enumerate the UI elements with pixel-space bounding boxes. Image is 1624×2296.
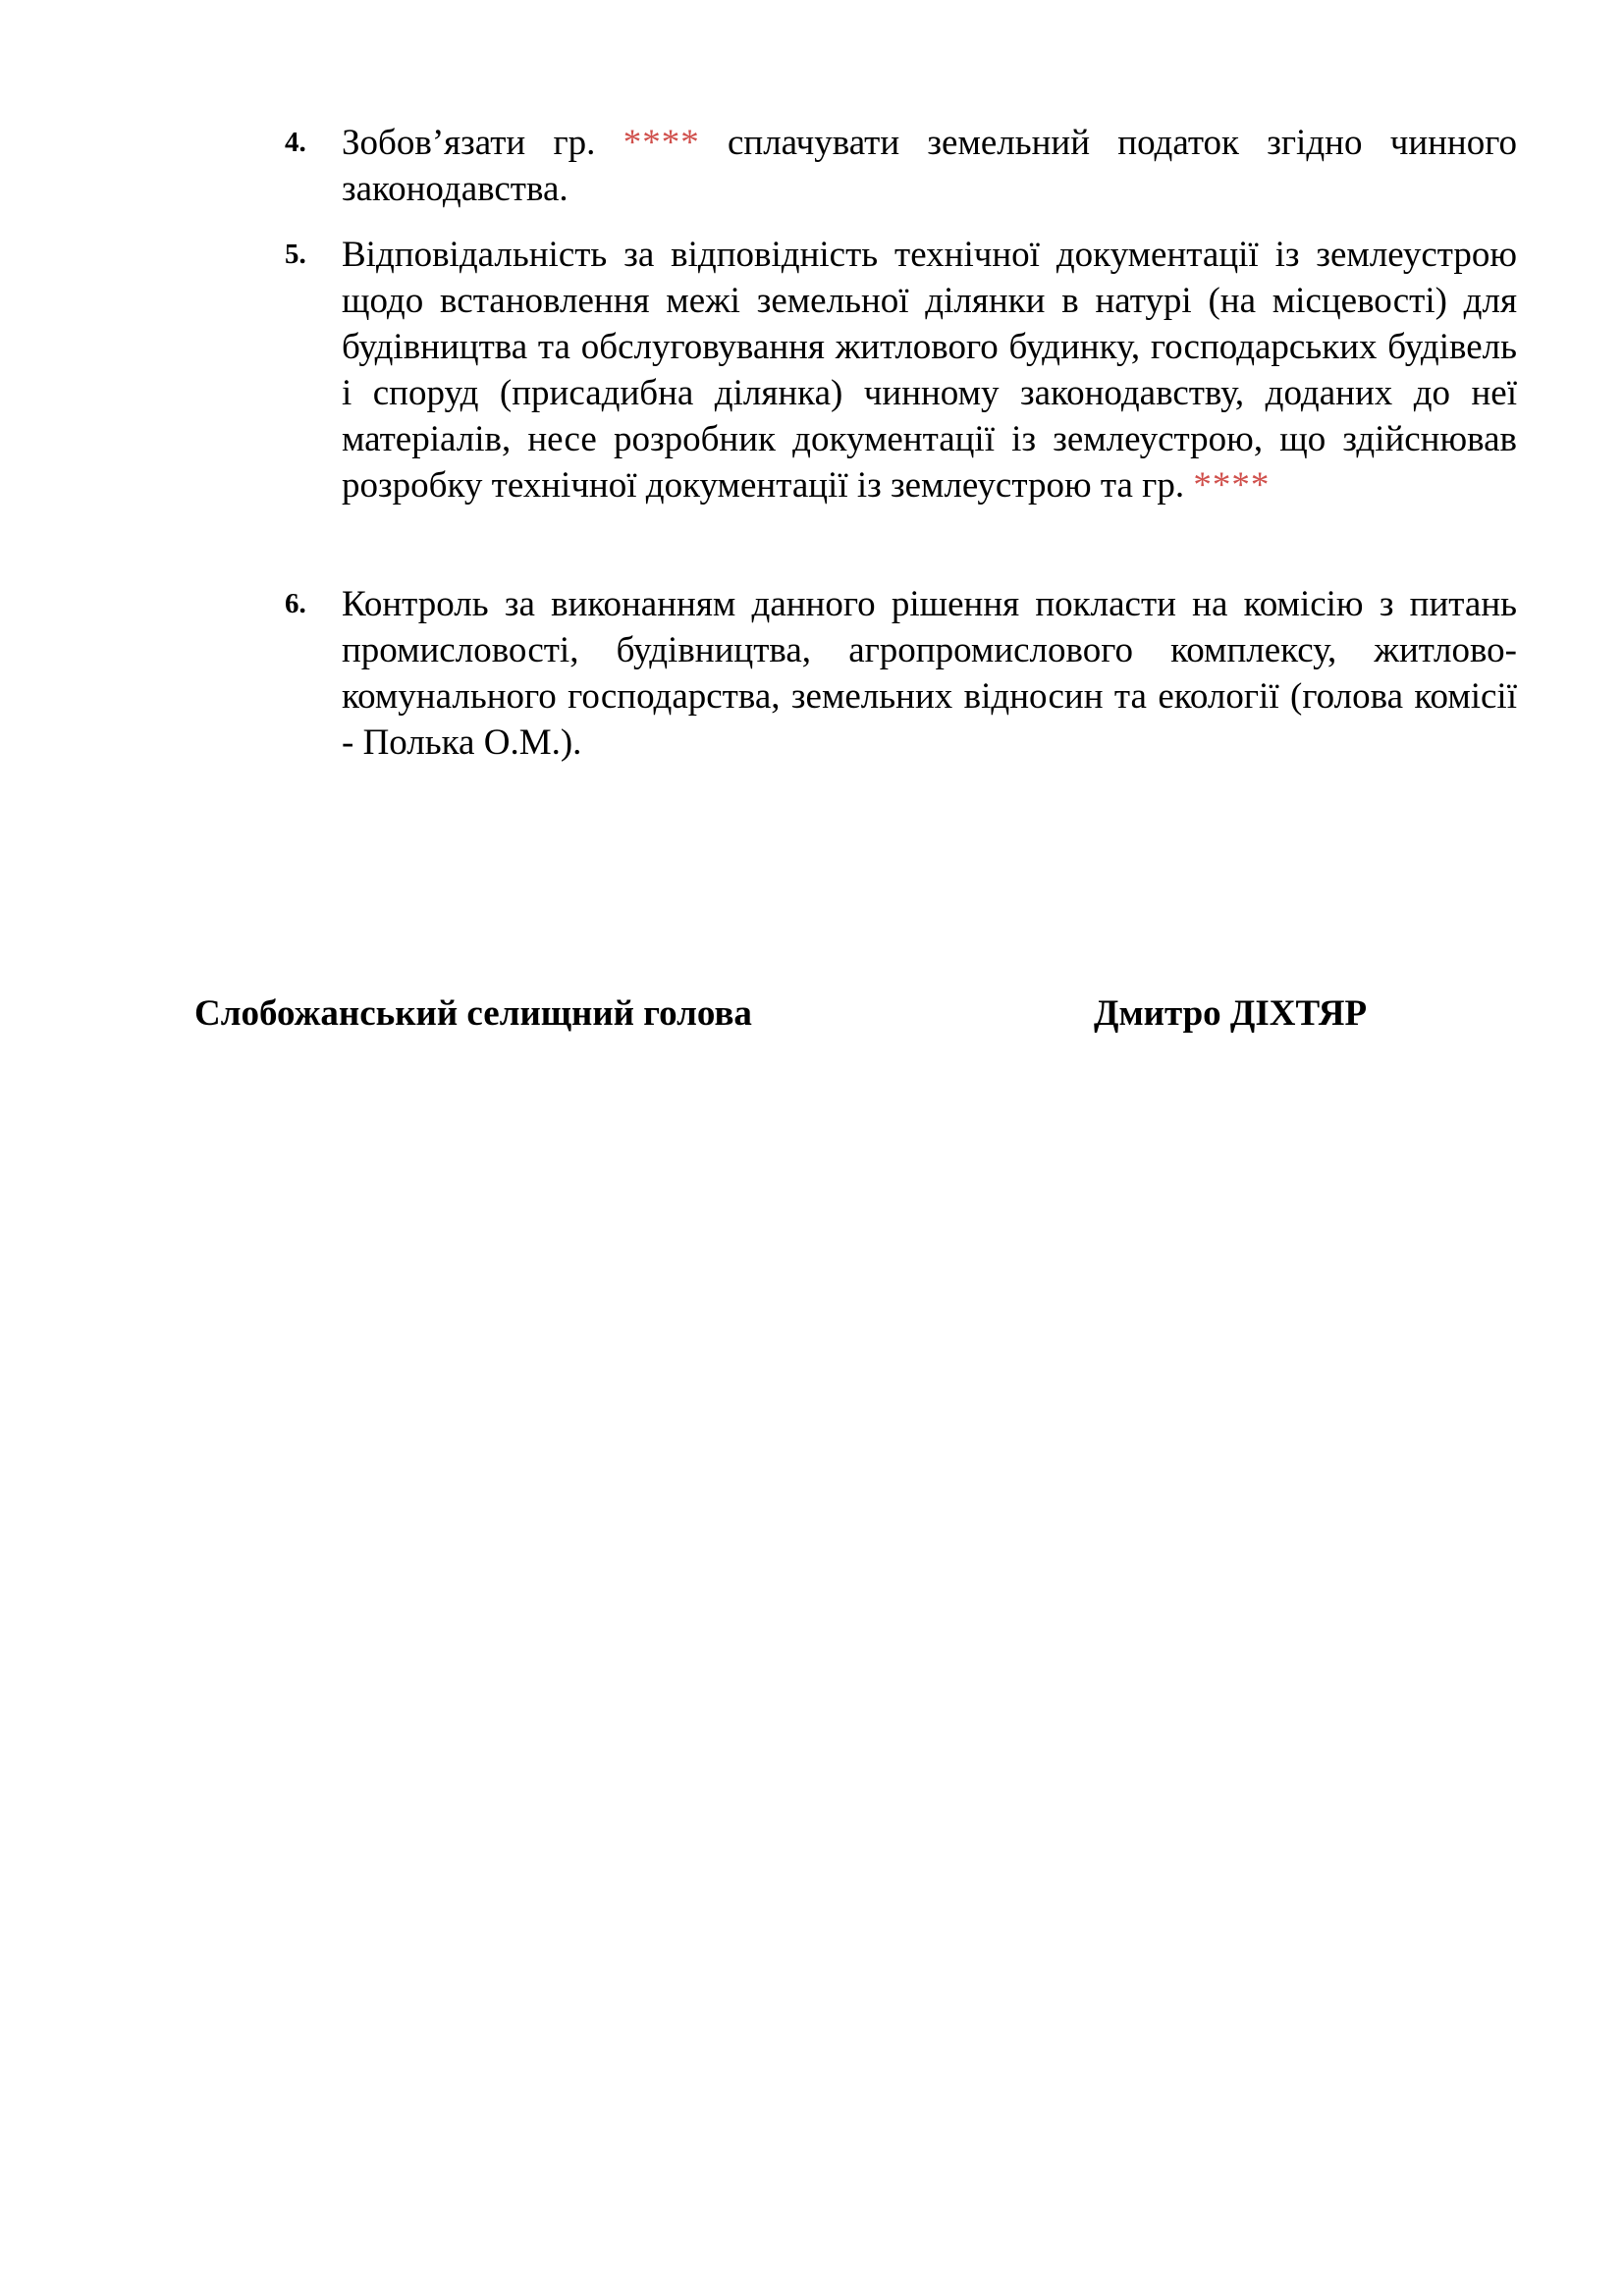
item-text-after: сплачувати земельний податок згідно чинного законодавства. — [342, 123, 1517, 209]
item-text-before: Зобов’язати гр. — [342, 123, 623, 163]
masked-name: **** — [623, 123, 700, 163]
list-item-5 — [285, 232, 1517, 508]
signature-title: Слобожанський селищний голова — [194, 993, 752, 1034]
item-number: 6. — [285, 588, 306, 619]
masked-name: **** — [1193, 465, 1271, 506]
item-text — [342, 232, 1517, 508]
item-number: 4. — [285, 127, 306, 158]
list-item-6 — [285, 581, 1517, 766]
list-item-4 — [285, 120, 1517, 212]
item-text — [342, 581, 1517, 766]
item-text-before: Контроль за виконанням данного рішення покласти на комісію з питань промисловості, будівництва, агропромислового комплексу, житлово-комунального господарства, земельних відносин та екології (голова комісії - Полька О.М.). — [342, 584, 1517, 763]
item-text — [342, 120, 1517, 212]
signature-name: Дмитро ДІХТЯР — [1094, 993, 1368, 1034]
item-text-before: Відповідальність за відповідність технічної документації із землеустрою щодо встановлення межі земельної ділянки в натурі (на місцевості) для будівництва та обслуговування житлового будинку, господарських будівель і споруд (присадибна ділянка) чинному законодавству, доданих до неї матеріалів, несе розробник документації із землеустрою, що здійснював розробку технічної документації із землеустрою та гр. — [342, 235, 1517, 506]
item-number: 5. — [285, 239, 306, 270]
